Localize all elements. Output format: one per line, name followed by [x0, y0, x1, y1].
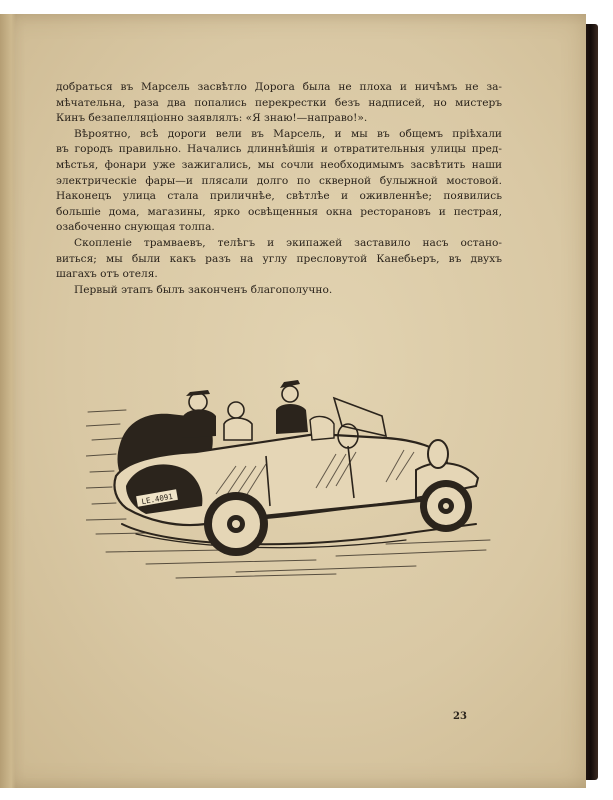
text-line: Скопленіе трамваевъ, телѣгъ и экипажей заставило насъ остано- [74, 236, 502, 249]
text-line: виться; мы были какъ разъ на углу пресловутой Канебьеръ, въ двухъ [56, 252, 502, 265]
rear-wheel [204, 492, 268, 556]
paragraph-2 [56, 127, 502, 236]
car-illustration [86, 374, 492, 586]
text-line: Вѣроятно, всѣ дороги вели въ Марсель, и мы въ общемъ пріѣхали [74, 127, 502, 140]
text-line: шагахъ отъ отеля. [56, 268, 158, 281]
paragraph-1 [56, 80, 502, 127]
page-gutter-shadow [0, 14, 16, 788]
text-line: Первый этапъ былъ законченъ благополучно. [74, 283, 333, 296]
page-number: 23 [453, 711, 467, 722]
body-text [56, 80, 502, 298]
front-wheel [420, 480, 472, 532]
text-line: въ городъ правильно. Начались длиннѣйшія и отвратительныя улицы пред- [56, 143, 502, 156]
text-line: Наконецъ улица стала приличнѣе, свѣтлѣе и оживленнѣе; появились [56, 190, 502, 203]
paragraph-3 [56, 236, 502, 283]
text-line: большіе дома, магазины, ярко освѣщенныя окна ресторановъ и пестрая, [56, 205, 502, 218]
text-line: мѣстья, фонари уже зажигались, мы сочли необходимымъ засвѣтить наши [56, 158, 502, 171]
text-line: электрическіе фары—и плясали долго по скверной булыжной мостовой. [56, 174, 502, 187]
passengers [182, 380, 334, 440]
text-line: Кинъ безапелляціонно заявлялъ: «Я знаю!—направо!». [56, 112, 368, 125]
text-line: добраться въ Марсель засвѣтло Дорога была не плоха и ничѣмъ не за- [56, 81, 502, 93]
paragraph-4 [56, 283, 502, 299]
text-line: мѣчательна, раза два попались перекрестки безъ надписей, но мистеръ [56, 96, 502, 109]
text-line: озабоченно снующая толпа. [56, 221, 215, 234]
book-page [0, 14, 586, 788]
license-plate-text: LE.4091 [140, 491, 174, 507]
